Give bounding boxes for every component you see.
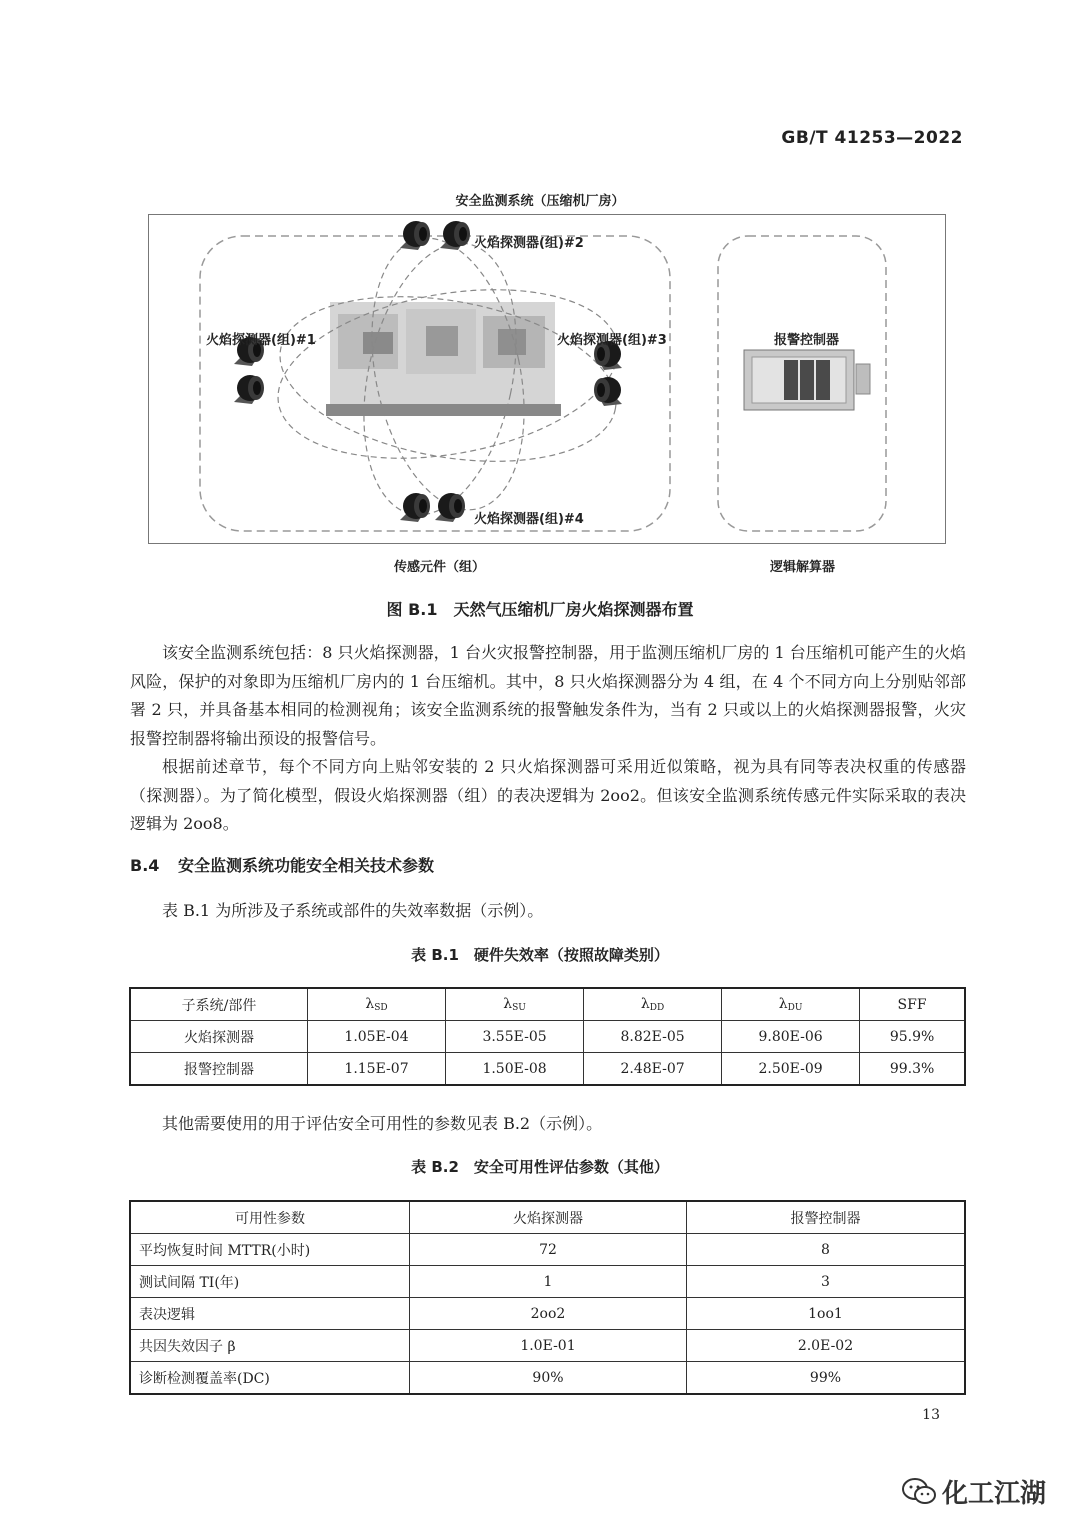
table-header-row <box>130 988 965 1021</box>
controller-label: 报警控制器 <box>774 333 840 348</box>
section-number: B.4 <box>130 856 160 875</box>
section-heading <box>130 853 434 876</box>
table-cell: 8.82E-05 <box>584 1021 722 1053</box>
table-header-row <box>130 1201 965 1234</box>
compressor-image <box>326 302 561 416</box>
wechat-icon <box>902 1478 936 1506</box>
body-text-1 <box>130 639 966 839</box>
body-text-3 <box>130 1110 966 1139</box>
table-header-cell: SFF <box>860 988 965 1021</box>
table-header-cell: $\lambda_{DU}$ <box>722 988 860 1021</box>
body-text-2 <box>130 897 966 926</box>
table-cell: 1.05E-04 <box>308 1021 446 1053</box>
table-header-cell: 火焰探测器 <box>410 1201 687 1234</box>
logic-solver-label: 逻辑解算器 <box>770 560 836 575</box>
table2-caption: 表 B.2 安全可用性评估参数（其他） <box>411 1158 669 1176</box>
table-header-cell: 可用性参数 <box>130 1201 410 1234</box>
detector-label-3: 火焰探测器(组)#3 <box>557 333 667 348</box>
table-cell: 3 <box>686 1266 965 1298</box>
paragraph: 其他需要使用的用于评估安全可用性的参数见表 B.2（示例）。 <box>162 1114 603 1133</box>
table-cell: 1 <box>410 1266 687 1298</box>
table-cell: 1.15E-07 <box>308 1053 446 1086</box>
table-row <box>130 1298 965 1330</box>
table-cell: 1oo1 <box>686 1298 965 1330</box>
table-cell: 2oo2 <box>410 1298 687 1330</box>
detector-group-2 <box>400 221 470 266</box>
table-row <box>130 1330 965 1362</box>
page-number: 13 <box>922 1407 940 1423</box>
section-title: 安全监测系统功能安全相关技术参数 <box>178 856 435 875</box>
table-row <box>130 1362 965 1395</box>
failure-rate-table <box>129 987 966 1086</box>
table1-caption: 表 B.1 硬件失效率（按照故障类别） <box>411 946 669 964</box>
table-header-cell: $\lambda_{SD}$ <box>308 988 446 1021</box>
detector-group-3 <box>594 341 622 406</box>
paragraph: 表 B.1 为所涉及子系统或部件的失效率数据（示例）。 <box>162 901 544 920</box>
detector-group-4 <box>400 493 465 522</box>
watermark <box>902 1473 1046 1510</box>
table-cell: 99.3% <box>860 1053 965 1086</box>
table-cell: 2.50E-09 <box>722 1053 860 1086</box>
table-cell: 平均恢复时间 MTTR(小时) <box>130 1234 410 1266</box>
table-cell: 火焰探测器 <box>130 1021 308 1053</box>
table-cell: 诊断检测覆盖率(DC) <box>130 1362 410 1395</box>
table-cell: 90% <box>410 1362 687 1395</box>
sensor-group-label: 传感元件（组） <box>394 560 486 575</box>
table-cell: 9.80E-06 <box>722 1021 860 1053</box>
alarm-controller-image <box>744 350 870 410</box>
table-row <box>130 1266 965 1298</box>
table-cell: 8 <box>686 1234 965 1266</box>
table-cell: 1.0E-01 <box>410 1330 687 1362</box>
detector-label-4: 火焰探测器(组)#4 <box>474 512 584 527</box>
figure-title: 安全监测系统（压缩机厂房） <box>455 194 625 209</box>
table-cell: 测试间隔 TI(年) <box>130 1266 410 1298</box>
table-header-cell: 子系统/部件 <box>130 988 308 1021</box>
table-row <box>130 1021 965 1053</box>
availability-parameter-table <box>129 1200 966 1395</box>
detector-label-1: 火焰探测器(组)#1 <box>206 333 316 348</box>
table-row <box>130 1234 965 1266</box>
table-cell: 报警控制器 <box>130 1053 308 1086</box>
paragraph: 该安全监测系统包括：8 只火焰探测器，1 台火灾报警控制器，用于监测压缩机厂房的 1 台压缩机可能产生的火焰风险，保护的对象即为压缩机厂房内的 1 台压缩机。其中，8 只火焰探测器分为 4 组，在 4 个不同方向上分别贴邻部署 2 只，并具备基本相同的检测视角；该安全监测系统的报警触发条件为，当有 2 只或以上的火焰探测器报警，火灾报警控制器将输出预设的报警信号。 <box>130 643 966 748</box>
table-cell: 1.50E-08 <box>446 1053 584 1086</box>
table-row <box>130 1053 965 1086</box>
table-header-cell: $\lambda_{DD}$ <box>584 988 722 1021</box>
table-cell: 2.48E-07 <box>584 1053 722 1086</box>
table-cell: 72 <box>410 1234 687 1266</box>
figure-caption: 图 B.1 天然气压缩机厂房火焰探测器布置 <box>386 600 694 619</box>
watermark-text: 化工江湖 <box>941 1479 1046 1509</box>
paragraph: 根据前述章节，每个不同方向上贴邻安装的 2 只火焰探测器可采用近似策略，视为具有同等表决权重的传感器（探测器）。为了简化模型，假设火焰探测器（组）的表决逻辑为 2oo2。但该安全监测系统传感元件实际采取的表决逻辑为 2oo8。 <box>130 757 966 833</box>
table-cell: 95.9% <box>860 1021 965 1053</box>
table-cell: 表决逻辑 <box>130 1298 410 1330</box>
table-cell: 3.55E-05 <box>446 1021 584 1053</box>
standard-number: GB/T 41253—2022 <box>781 128 963 148</box>
detector-layout-diagram <box>148 214 946 544</box>
table-cell: 99% <box>686 1362 965 1395</box>
table-cell: 2.0E-02 <box>686 1330 965 1362</box>
table-header-cell: 报警控制器 <box>686 1201 965 1234</box>
detector-label-2: 火焰探测器(组)#2 <box>474 236 584 251</box>
table-header-cell: $\lambda_{SU}$ <box>446 988 584 1021</box>
table-cell: 共因失效因子 β <box>130 1330 410 1362</box>
